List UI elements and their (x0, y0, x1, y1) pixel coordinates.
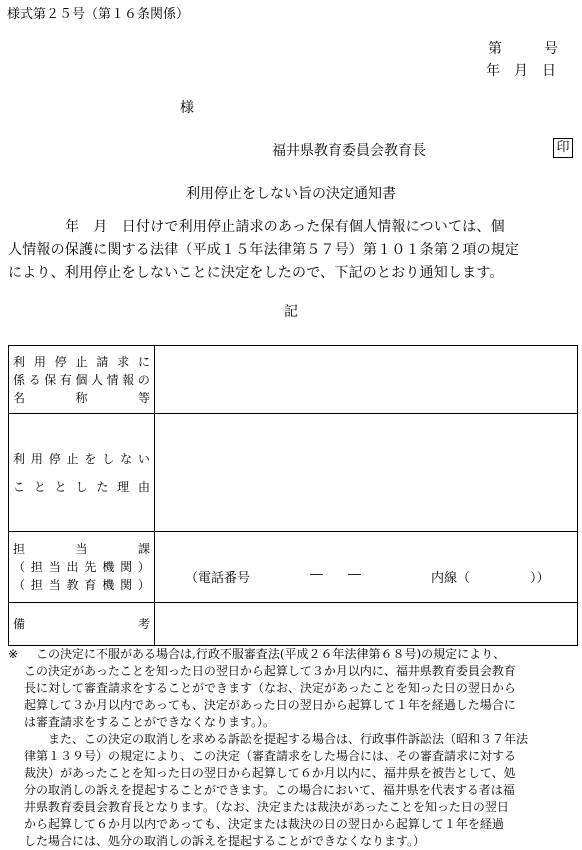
note-paragraph-2 (8, 731, 578, 850)
value-remarks (155, 603, 578, 646)
label-reason (9, 414, 155, 532)
label-char: 請 (96, 354, 109, 369)
phone-dash: ― (348, 567, 361, 582)
label-char: 報 (122, 372, 135, 387)
note-line: 起算して３か月以内であっても、決定があった日の翌日から起算して１年を経過した場合に (24, 698, 516, 712)
body-line-2: 人情報の保護に関する法律（平成１５年法律第５７号）第１０１条第２項の規定 (8, 242, 520, 258)
label-char: と (54, 479, 67, 494)
label-char: 称 (75, 390, 88, 405)
label-char: 止 (75, 354, 88, 369)
label-char: 有 (59, 372, 72, 387)
label-char: を (84, 451, 97, 466)
label-line (13, 615, 150, 633)
note-mark: ※ (8, 647, 19, 661)
label-line (13, 353, 150, 371)
note-line: 律第１３９号）の規定により、この決定（審査請求をした場合には、その審査請求に対する (24, 749, 517, 763)
label-char: ） (137, 560, 150, 574)
note-line: 裁決）があったことを知った日の翌日から起算して６か月以内に、福井県を被告として、処 (24, 766, 516, 780)
table-row-information-name (9, 346, 578, 414)
note-paragraph-1 (8, 646, 578, 731)
label-char: 理 (117, 479, 130, 494)
document-title: 利用停止をしない旨の決定通知書 (186, 186, 396, 202)
label-char: 停 (48, 451, 61, 466)
label-line (13, 558, 150, 576)
note-line: 井県教育委員会教育長となります。（なお、決定または裁決があったことを知った日の翌日 (24, 800, 509, 814)
label-char: ） (137, 578, 150, 592)
phone-number-label: （電話番号 (185, 571, 251, 586)
label-char: と (33, 479, 46, 494)
value-department (155, 532, 578, 603)
label-line (13, 371, 150, 389)
label-char: 停 (54, 354, 67, 369)
label-line (13, 576, 150, 594)
addressee-suffix: 様 (180, 100, 194, 116)
phone-dash: ― (310, 567, 323, 582)
value-information-name (155, 346, 578, 414)
note-line: から起算して６か月以内であっても、決定または裁決の日の翌日から起算して１年を経過 (24, 817, 504, 831)
notice-body (8, 216, 578, 285)
label-char: 当 (48, 560, 61, 574)
label-char: 先 (84, 560, 97, 574)
note-line: また、この決定の取消しを求める訴訟を提起する場合は、行政事件訴訟法（昭和３７年法 (48, 732, 529, 746)
notes (8, 646, 578, 850)
label-char: 育 (84, 578, 97, 592)
label-char: た (96, 479, 109, 494)
label-information-name (9, 346, 155, 414)
label-char: 考 (137, 617, 150, 631)
label-char: 担 (30, 578, 43, 592)
label-char: 用 (33, 354, 46, 369)
label-line (13, 450, 150, 468)
label-char: 課 (137, 542, 150, 556)
label-char: い (137, 451, 150, 466)
table-row-department (9, 532, 578, 603)
label-char: 名 (13, 390, 26, 405)
value-reason (155, 414, 578, 532)
label-line (13, 389, 150, 407)
label-char: 人 (91, 372, 104, 387)
body-line-1: 年 月 日付けで利用停止請求のあった保有個人情報については、個 (65, 219, 505, 235)
label-char: 当 (75, 542, 88, 556)
label-char: （ (13, 578, 26, 592)
body-line-3: により、利用停止をしないことに決定をしたので、下記のとおり通知します。 (8, 265, 504, 281)
extension-close: ）） (530, 571, 550, 586)
form-number: 様式第２５号（第１６条関係） (7, 7, 190, 22)
label-char: 求 (117, 354, 130, 369)
label-char: 等 (137, 390, 150, 405)
label-remarks (9, 603, 155, 646)
label-char: 機 (102, 578, 115, 592)
label-line (13, 478, 150, 496)
label-char: 機 (102, 560, 115, 574)
note-line: 長に対して審査請求をすることができます（なお、決定があったことを知った日の翌日から (24, 681, 516, 695)
label-char: 用 (30, 451, 43, 466)
label-char: 個 (75, 372, 88, 387)
label-line (13, 540, 150, 558)
label-char: る (28, 372, 41, 387)
label-char: 関 (120, 578, 133, 592)
label-char: に (137, 354, 150, 369)
table-row-remarks (9, 603, 578, 646)
label-char: 止 (66, 451, 79, 466)
ki-heading: 記 (284, 304, 298, 320)
label-char: 担 (30, 560, 43, 574)
label-department (9, 532, 155, 603)
label-char: 担 (13, 542, 26, 556)
label-char: 関 (120, 560, 133, 574)
label-char: こ (13, 479, 26, 494)
table-row-reason (9, 414, 578, 532)
note-line: この決定があったことを知った日の翌日から起算して３か月以内に、福井県教育委員会教育 (24, 664, 516, 678)
label-char: 係 (13, 372, 26, 387)
label-char: 由 (137, 479, 150, 494)
label-char: 当 (48, 578, 61, 592)
label-char: な (120, 451, 133, 466)
label-char: 保 (44, 372, 57, 387)
date-label: 年 月 日 (486, 63, 556, 79)
issuer-name: 福井県教育委員会教育長 (272, 143, 426, 159)
extension-label: 内線（ (431, 571, 471, 586)
document-number-label: 第 号 (488, 41, 558, 57)
label-char: （ (13, 560, 26, 574)
label-char: し (75, 479, 88, 494)
note-line: 分の取消しの訴えを提起することができます。この場合において、福井県を代表する者は福 (24, 783, 515, 797)
label-char: の (137, 372, 150, 387)
label-char: 利 (13, 451, 26, 466)
label-char: 情 (106, 372, 119, 387)
details-table (8, 345, 578, 646)
label-char: 教 (66, 578, 79, 592)
seal-box: 印 (553, 138, 573, 158)
note-line: この決定に不服がある場合は,行政不服審査法(平成２６年法律第６８号)の規定により、 (36, 647, 506, 661)
note-line: は審査請求をすることができなくなります。）。 (24, 715, 276, 729)
label-char: 利 (13, 354, 26, 369)
label-char: し (102, 451, 115, 466)
label-char: 備 (13, 617, 26, 631)
label-char: 出 (66, 560, 79, 574)
note-line: した場合には、処分の取消しの訴えを提起することができなくなります。） (24, 834, 426, 848)
